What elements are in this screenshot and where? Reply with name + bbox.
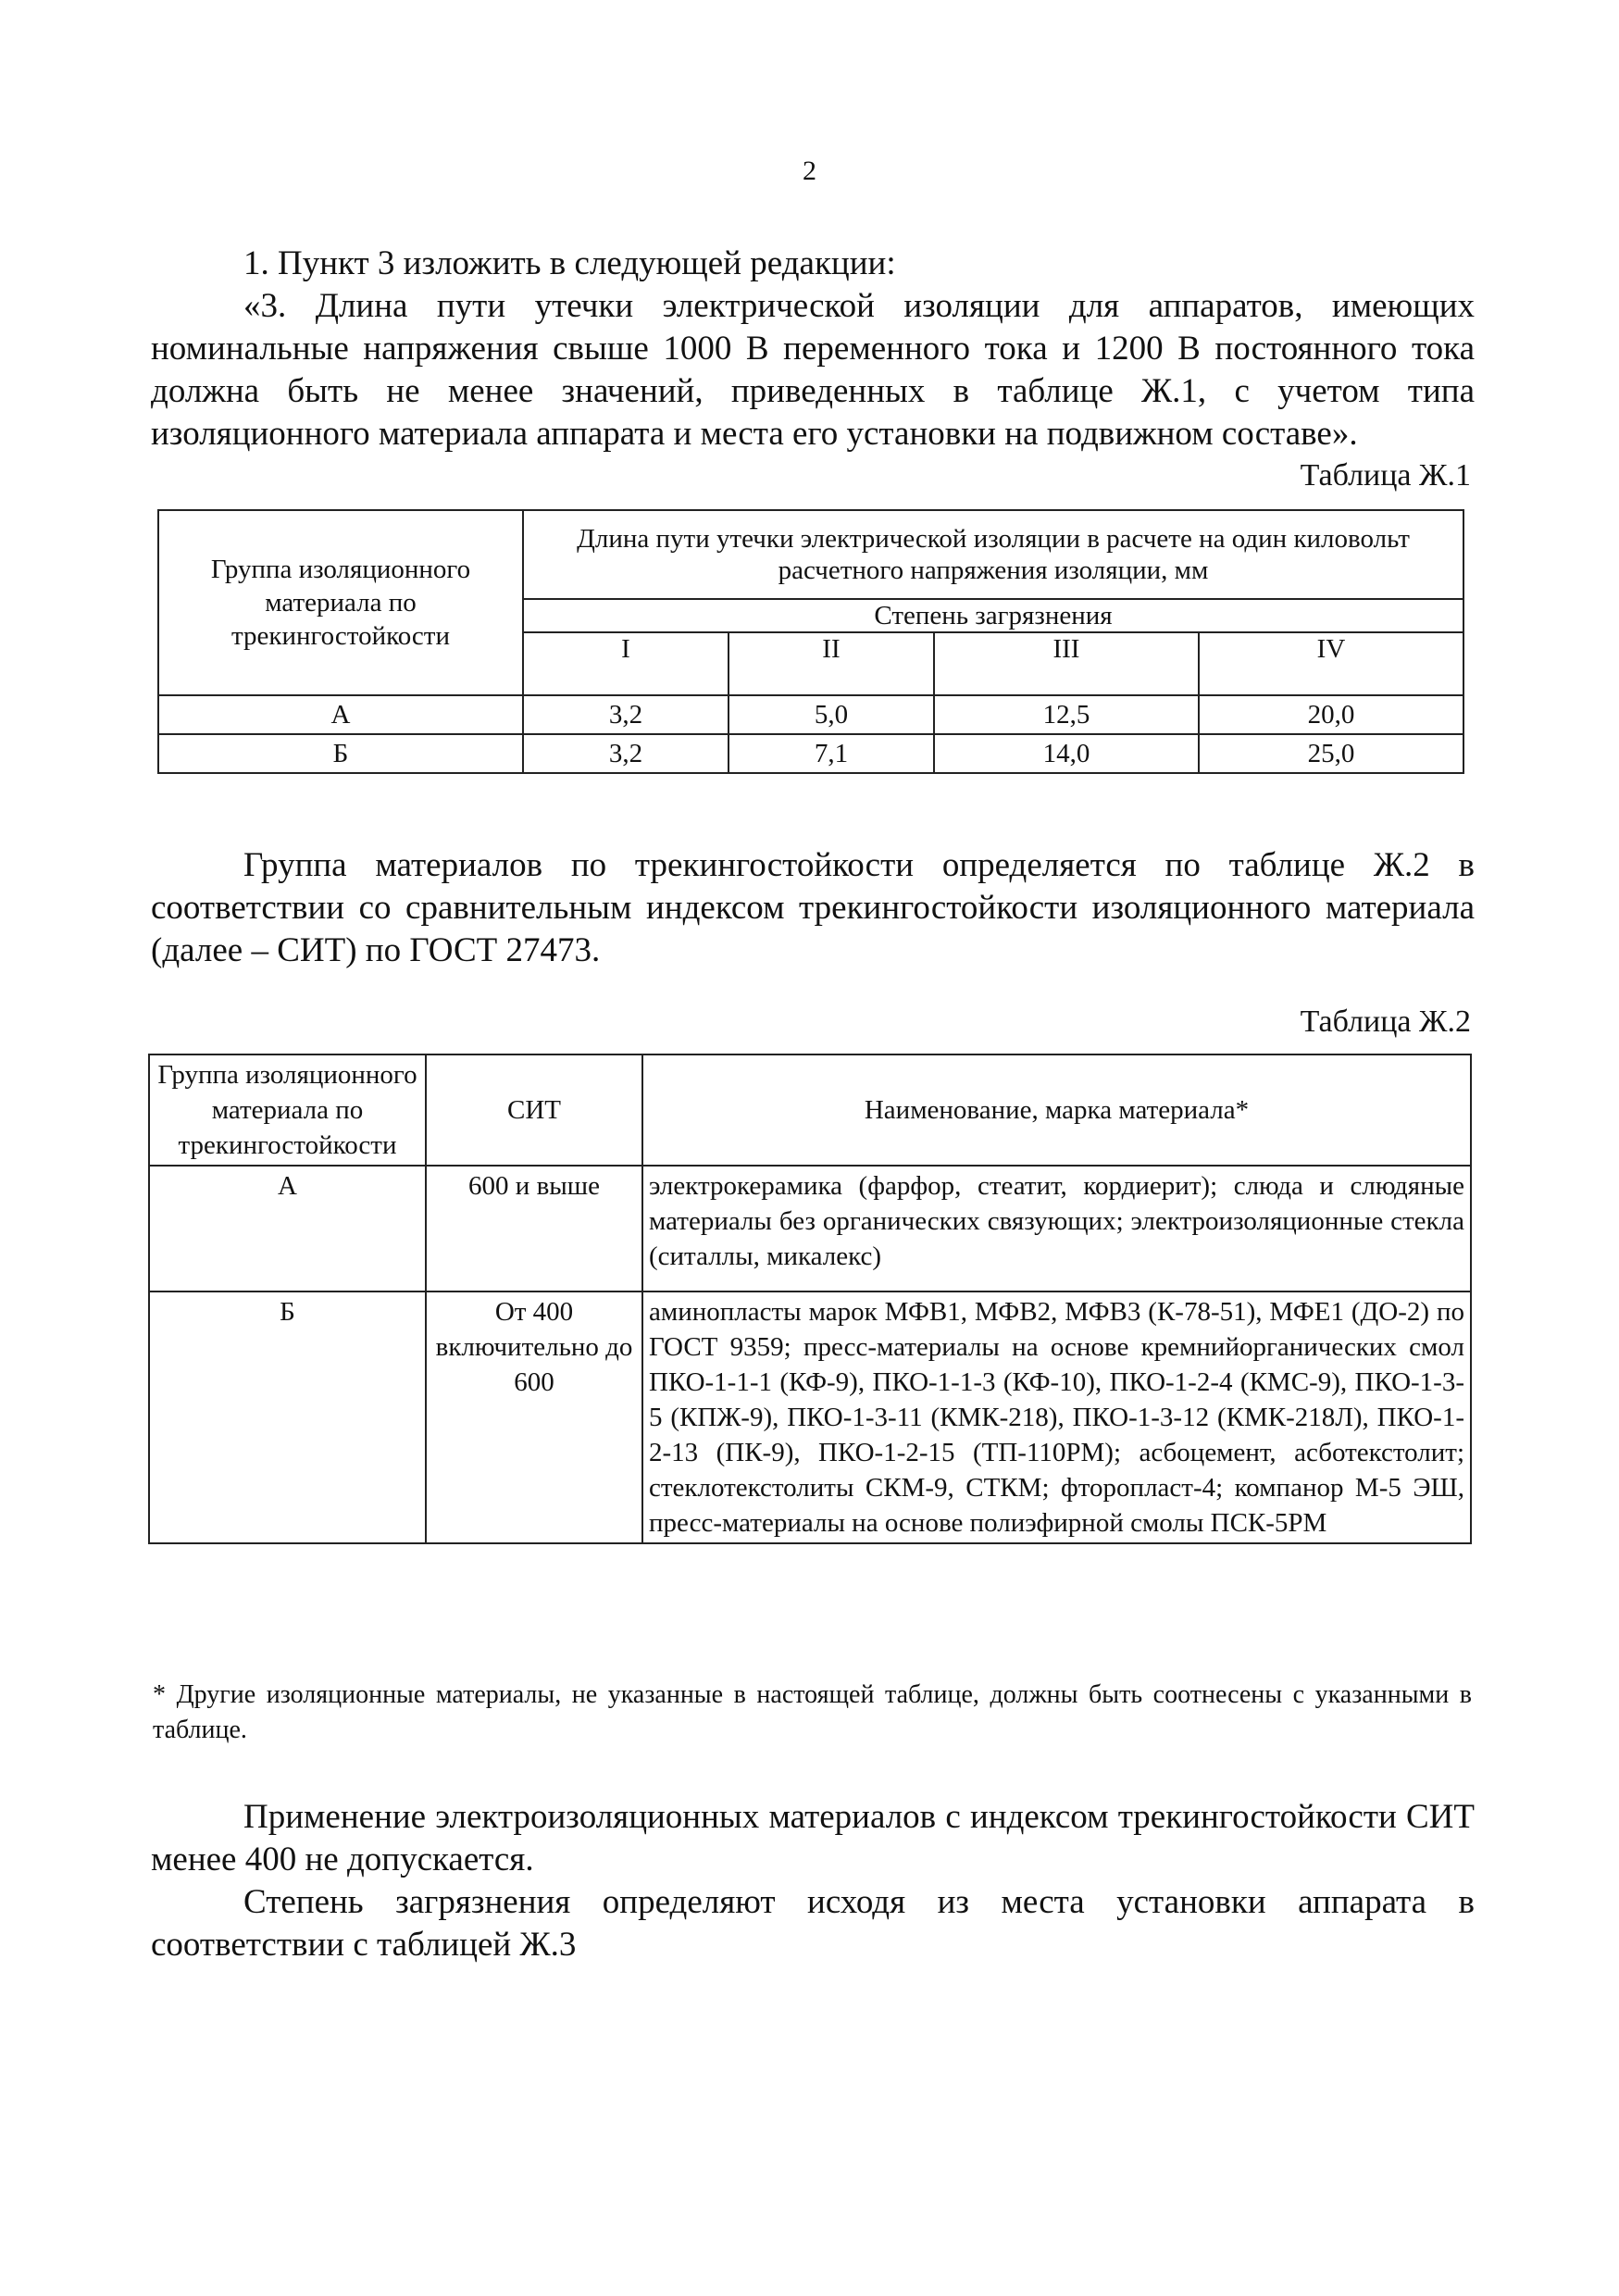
- paragraph-item-3: «3. Длина пути утечки электрической изоляции для аппаратов, имеющих номинальные напряжения свыше 1000 В переменного тока и 1200 В постоянного тока должна быть не менее значений, приведенных в таблице Ж.1, с учетом типа изоляционного материала аппарата и места его установки на подвижном составе».: [151, 287, 1475, 453]
- table-2-sit-header: СИТ: [426, 1054, 642, 1166]
- table-1-row: [158, 734, 1463, 773]
- table-1-group-cell: Б: [158, 734, 523, 773]
- table-1-row: [158, 695, 1463, 734]
- table-2-row: [149, 1292, 1471, 1543]
- table-1-value-cell: 20,0: [1199, 695, 1463, 734]
- paragraph-item-1: 1. Пункт 3 изложить в следующей редакции:: [243, 244, 896, 282]
- table-1-degree-4: IV: [1199, 632, 1463, 695]
- table-2-group-cell: Б: [149, 1292, 426, 1543]
- table-2-caption: Таблица Ж.2: [1300, 1004, 1471, 1039]
- table-1-value-cell: 5,0: [729, 695, 934, 734]
- table-1-degree-header: Степень загрязнения: [523, 599, 1463, 632]
- table-1-caption: Таблица Ж.1: [1300, 458, 1471, 493]
- table-2: [148, 1054, 1472, 1544]
- table-2-sit-cell: От 400 включительно до 600: [426, 1292, 642, 1543]
- table-1-value-cell: 25,0: [1199, 734, 1463, 773]
- table-1-value-cell: 14,0: [934, 734, 1199, 773]
- paragraph-group-note: Группа материалов по трекингостойкости определяется по таблице Ж.2 в соответствии со сравнительным индексом трекингостойкости изоляционного материала (далее – СИТ) по ГОСТ 27473.: [151, 846, 1475, 969]
- table-1-group-cell: А: [158, 695, 523, 734]
- table-1-degree-3: III: [934, 632, 1199, 695]
- table-2-sit-cell: 600 и выше: [426, 1166, 642, 1292]
- table-2-row: [149, 1166, 1471, 1292]
- table-2-name-cell: аминопласты марок МФВ1, МФВ2, МФВ3 (К-78-51), МФЕ1 (ДО-2) по ГОСТ 9359; пресс-материалы на основе кремнийорганических смол ПКО-1-1-1 (КФ-9), ПКО-1-1-3 (КФ-10), ПКО-1-2-4 (КМС-9), ПКО-1-3-5 (КПЖ-9), ПКО-1-3-11 (КМК-218), ПКО-1-3-12 (КМК-218Л), ПКО-1-2-13 (ПК-9), ПКО-1-2-15 (ТП-110РМ); асбоцемент, асботекстолит; стеклотекстолиты СКМ-9, СТКМ; фторопласт-4; компанор М-5 ЭШ, пресс-материалы на основе полиэфирной смолы ПСК-5РМ: [642, 1292, 1471, 1543]
- table-1-degree-2: II: [729, 632, 934, 695]
- table-1-value-cell: 7,1: [729, 734, 934, 773]
- table-2-group-cell: А: [149, 1166, 426, 1292]
- page-number: 2: [803, 156, 816, 186]
- table-1-value-cell: 3,2: [523, 695, 729, 734]
- table-1-length-header: Длина пути утечки электрической изоляции в расчете на один киловольт расчетного напряжения изоляции, мм: [523, 510, 1463, 599]
- table-1-value-cell: 3,2: [523, 734, 729, 773]
- table-1: [157, 509, 1464, 774]
- table-1-degree-1: I: [523, 632, 729, 695]
- table-2-group-header: Группа изоляционного материала по трекингостойкости: [149, 1054, 426, 1166]
- table-2-name-cell: электрокерамика (фарфор, стеатит, кордиерит); слюда и слюдяные материалы без органических связующих; электроизоляционные стекла (ситаллы, микалекс): [642, 1166, 1471, 1292]
- paragraph-application: Применение электроизоляционных материалов с индексом трекингостойкости СИТ менее 400 не допускается.: [151, 1798, 1475, 1878]
- table-2-name-header: Наименование, марка материала*: [642, 1054, 1471, 1166]
- table-1-group-header: Группа изоляционного материала по трекингостойкости: [158, 510, 523, 695]
- table-1-value-cell: 12,5: [934, 695, 1199, 734]
- paragraph-degree: Степень загрязнения определяют исходя из места установки аппарата в соответствии с таблицей Ж.3: [151, 1883, 1475, 1964]
- table-2-footnote: * Другие изоляционные материалы, не указанные в настоящей таблице, должны быть соотнесены с указанными в таблице.: [153, 1680, 1472, 1744]
